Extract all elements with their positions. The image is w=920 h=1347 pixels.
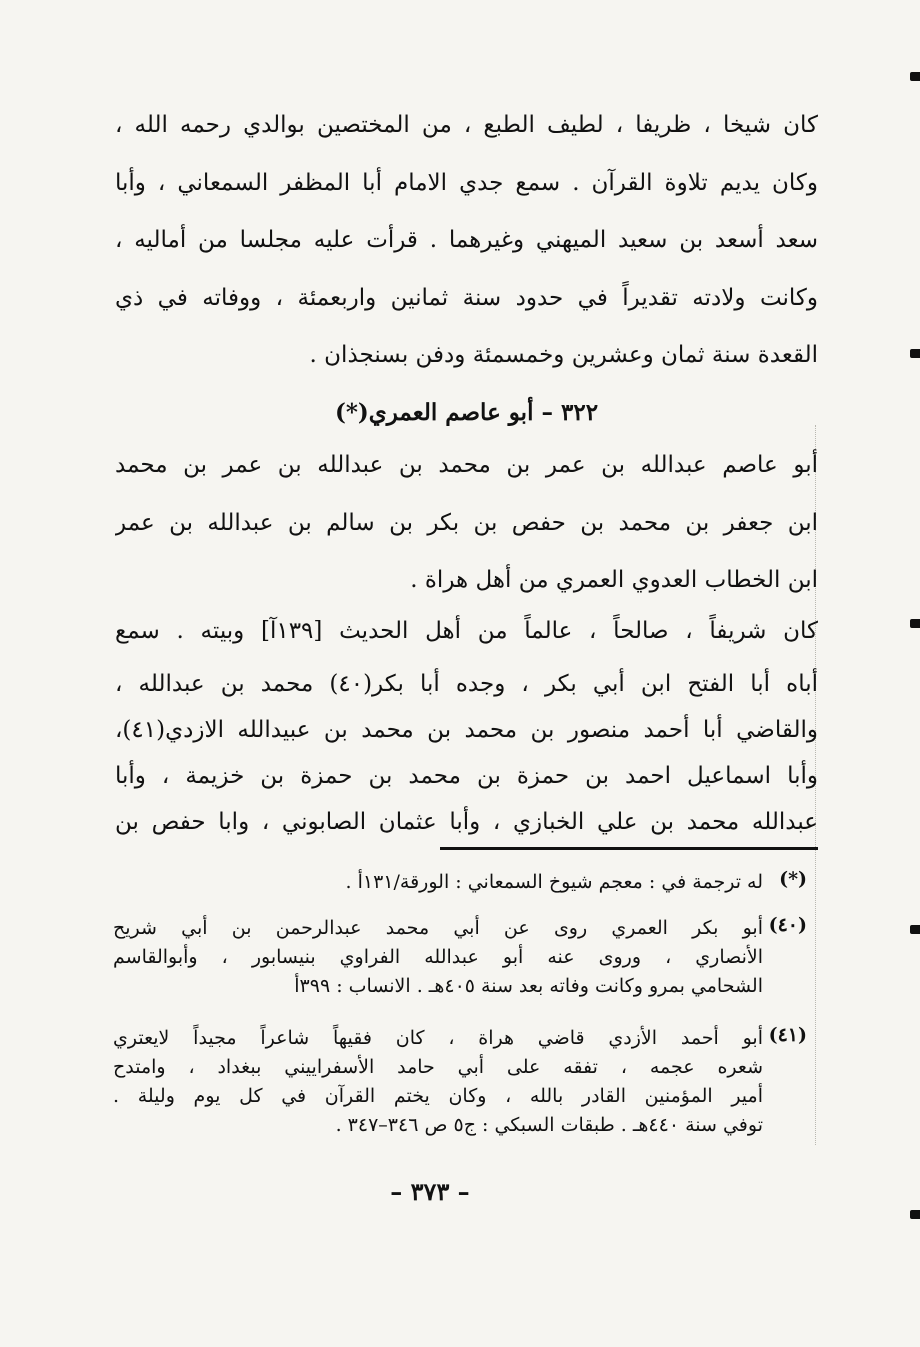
footnote-marker: (٤٠) <box>768 914 807 936</box>
text-line: والقاضي أبا أحمد منصور بن محمد بن محمد بن عبيدالله الازدي(٤١)، <box>115 716 818 743</box>
text-line: عبدالله محمد بن علي الخبازي ، وأبا عثمان الصابوني ، وابا حفص بن <box>115 808 818 835</box>
text-line: ابن جعفر بن محمد بن حفص بن بكر بن سالم بن عبدالله بن عمر <box>115 509 818 536</box>
text-line: أباه أبا الفتح ابن أبي بكر ، وجده أبا بكر(٤٠) محمد بن عبدالله ، <box>115 670 818 697</box>
text-line: سعد أسعد بن سعيد الميهني وغيرهما . قرأت عليه مجلسا من أماليه ، <box>115 227 818 253</box>
footnote-marker: (٤١) <box>768 1024 807 1046</box>
footnote-41 <box>113 1024 807 1140</box>
footnote-40 <box>113 914 807 1001</box>
page-number: – ٣٧٣ – <box>390 1177 470 1206</box>
page-edge-mark <box>910 1210 920 1219</box>
text-line: وأبا اسماعيل احمد بن حمزة بن محمد بن حمزة بن خزيمة ، وأبا <box>115 762 818 789</box>
footnote-line: أبو بكر العمري روى عن أبي محمد عبدالرحمن بن أبي شريح <box>113 917 763 939</box>
text-line: وكان يديم تلاوة القرآن . سمع جدي الامام أبا المظفر السمعاني ، وأبا <box>115 169 818 196</box>
footnote-line: توفي سنة ٤٤٠هـ . طبقات السبكي : ج٥ ص ٣٤٦–٣٤٧ . <box>335 1114 763 1136</box>
footnote-separator <box>440 847 818 850</box>
paragraph-3 <box>115 603 818 845</box>
footnote-line: شعره عجمه ، تفقه على أبي حامد الأسفراييني ببغداد ، وامتدح <box>113 1056 763 1078</box>
footnote-marker: (*) <box>779 868 807 890</box>
paragraph-2 <box>115 437 818 610</box>
footnotes <box>113 868 807 1158</box>
text-line: أبو عاصم عبدالله بن عمر بن محمد بن عبدالله بن عمر بن محمد <box>115 452 818 478</box>
text-line: كان شريفاً ، صالحاً ، عالماً من أهل الحديث [١٣٩آ] وبيته . سمع <box>115 618 818 644</box>
page-edge-mark <box>910 925 920 934</box>
footnote-line: الأنصاري ، وروى عنه أبو عبدالله الفراوي بنيسابور ، وأبوالقاسم <box>113 946 763 968</box>
footnote-line: أبو أحمد الأزدي قاضي هراة ، كان فقيهاً شاعراً مجيداً لايعتري <box>113 1027 763 1049</box>
page-edge-mark <box>910 72 920 81</box>
entry-heading: ٣٢٢ – أبو عاصم العمري(*) <box>334 399 599 426</box>
footnote-star <box>113 868 807 897</box>
footnote-line: الشحامي بمرو وكانت وفاته بعد سنة ٤٠٥هـ . الانساب : ٣٩٩أ <box>294 975 763 997</box>
page-edge-mark <box>910 619 920 628</box>
text-line: ابن الخطاب العدوي العمري من أهل هراة . <box>410 567 818 593</box>
footnote-line: أمير المؤمنين القادر بالله ، وكان يختم القرآن في كل يوم وليلة . <box>113 1085 763 1107</box>
paragraph-1 <box>115 97 818 385</box>
page-edge-mark <box>910 349 920 358</box>
text-line: كان شيخا ، ظريفا ، لطيف الطبع ، من المختصين بوالدي رحمه الله ، <box>115 112 818 138</box>
text-line: وكانت ولادته تقديراً في حدود سنة ثمانين واربعمئة ، ووفاته في ذي <box>115 284 818 311</box>
text-line: القعدة سنة ثمان وعشرين وخمسمئة ودفن بسنجذان . <box>309 342 818 368</box>
footnote-line: له ترجمة في : معجم شيوخ السمعاني : الورقة/١٣١أ . <box>345 871 763 893</box>
